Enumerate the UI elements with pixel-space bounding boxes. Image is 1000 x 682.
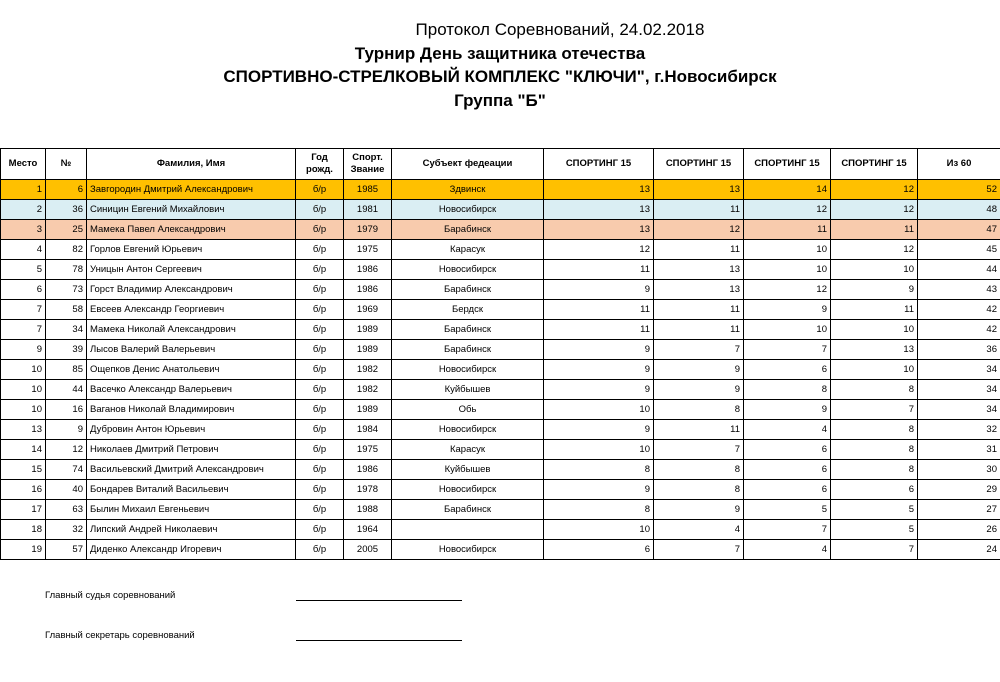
cell-number: 82 — [46, 240, 87, 260]
cell-total: 34 — [918, 380, 1000, 400]
cell-rank: 1981 — [344, 200, 392, 220]
cell-number: 57 — [46, 540, 87, 560]
cell-rank: 1978 — [344, 480, 392, 500]
cell-name: Горст Владимир Александрович — [87, 280, 296, 300]
cell-sporting-2: 7 — [654, 340, 744, 360]
cell-place: 10 — [1, 400, 46, 420]
cell-number: 73 — [46, 280, 87, 300]
table-row — [1, 260, 1000, 280]
cell-sporting-3: 10 — [744, 260, 831, 280]
cell-total: 34 — [918, 400, 1000, 420]
cell-rank: 1988 — [344, 500, 392, 520]
cell-sporting-4: 8 — [831, 460, 918, 480]
results-table — [0, 148, 1000, 560]
cell-sporting-3: 7 — [744, 520, 831, 540]
col-rank — [344, 149, 392, 180]
cell-sporting-4: 13 — [831, 340, 918, 360]
cell-total: 47 — [918, 220, 1000, 240]
cell-place: 10 — [1, 360, 46, 380]
cell-sporting-4: 8 — [831, 420, 918, 440]
cell-name: Мамека Николай Александрович — [87, 320, 296, 340]
col-sporting-3: СПОРТИНГ 15 — [744, 149, 831, 180]
cell-sporting-2: 13 — [654, 260, 744, 280]
col-rank-line1: Спорт. — [352, 152, 383, 163]
cell-year: б/р — [296, 460, 344, 480]
cell-number: 9 — [46, 420, 87, 440]
cell-year: б/р — [296, 240, 344, 260]
cell-place: 15 — [1, 460, 46, 480]
table-row — [1, 240, 1000, 260]
cell-number: 6 — [46, 180, 87, 200]
cell-rank: 1982 — [344, 360, 392, 380]
cell-sporting-4: 6 — [831, 480, 918, 500]
cell-sporting-1: 6 — [544, 540, 654, 560]
cell-region: Новосибирск — [392, 480, 544, 500]
cell-region: Обь — [392, 400, 544, 420]
cell-number: 74 — [46, 460, 87, 480]
cell-sporting-1: 13 — [544, 220, 654, 240]
cell-year: б/р — [296, 180, 344, 200]
cell-place: 3 — [1, 220, 46, 240]
cell-sporting-3: 4 — [744, 420, 831, 440]
cell-total: 36 — [918, 340, 1000, 360]
judge-signature-label: Главный судья соревнований — [45, 590, 176, 601]
cell-rank: 1986 — [344, 260, 392, 280]
cell-total: 52 — [918, 180, 1000, 200]
cell-sporting-1: 9 — [544, 380, 654, 400]
cell-region: Новосибирск — [392, 360, 544, 380]
cell-sporting-2: 11 — [654, 240, 744, 260]
cell-sporting-1: 8 — [544, 460, 654, 480]
table-row — [1, 340, 1000, 360]
table-row — [1, 540, 1000, 560]
cell-number: 36 — [46, 200, 87, 220]
cell-name: Бондарев Виталий Васильевич — [87, 480, 296, 500]
secretary-signature-line — [296, 640, 462, 641]
col-region: Субъект федеации — [392, 149, 544, 180]
cell-sporting-1: 11 — [544, 260, 654, 280]
cell-name: Диденко Александр Игоревич — [87, 540, 296, 560]
cell-region: Куйбышев — [392, 380, 544, 400]
cell-total: 42 — [918, 320, 1000, 340]
col-total: Из 60 — [918, 149, 1000, 180]
cell-sporting-4: 10 — [831, 360, 918, 380]
table-row — [1, 200, 1000, 220]
cell-sporting-2: 13 — [654, 180, 744, 200]
cell-year: б/р — [296, 420, 344, 440]
cell-region: Барабинск — [392, 320, 544, 340]
cell-sporting-3: 12 — [744, 200, 831, 220]
cell-sporting-4: 10 — [831, 260, 918, 280]
venue-title: СПОРТИВНО-СТРЕЛКОВЫЙ КОМПЛЕКС "КЛЮЧИ", г.Новосибирск — [223, 67, 777, 86]
cell-number: 85 — [46, 360, 87, 380]
table-row — [1, 320, 1000, 340]
cell-region: Бердск — [392, 300, 544, 320]
cell-rank: 1986 — [344, 460, 392, 480]
cell-place: 13 — [1, 420, 46, 440]
cell-sporting-1: 13 — [544, 180, 654, 200]
cell-sporting-1: 13 — [544, 200, 654, 220]
cell-sporting-2: 7 — [654, 540, 744, 560]
cell-sporting-1: 10 — [544, 440, 654, 460]
secretary-signature-label: Главный секретарь соревнований — [45, 630, 195, 641]
cell-place: 14 — [1, 440, 46, 460]
cell-name: Евсеев Александр Георгиевич — [87, 300, 296, 320]
cell-sporting-3: 14 — [744, 180, 831, 200]
tournament-title: Турнир День защитника отечества — [354, 43, 646, 63]
cell-place: 2 — [1, 200, 46, 220]
cell-total: 45 — [918, 240, 1000, 260]
cell-sporting-4: 11 — [831, 220, 918, 240]
cell-name: Васильевский Дмитрий Александрович — [87, 460, 296, 480]
cell-place: 6 — [1, 280, 46, 300]
cell-rank: 1964 — [344, 520, 392, 540]
document-header — [0, 18, 1000, 112]
cell-rank: 1989 — [344, 320, 392, 340]
cell-number: 34 — [46, 320, 87, 340]
cell-sporting-2: 13 — [654, 280, 744, 300]
cell-region: Барабинск — [392, 220, 544, 240]
cell-number: 25 — [46, 220, 87, 240]
cell-total: 43 — [918, 280, 1000, 300]
cell-total: 44 — [918, 260, 1000, 280]
cell-name: Дубровин Антон Юрьевич — [87, 420, 296, 440]
cell-name: Ощепков Денис Анатольевич — [87, 360, 296, 380]
table-row — [1, 380, 1000, 400]
cell-total: 42 — [918, 300, 1000, 320]
col-place: Место — [1, 149, 46, 180]
col-sporting-4: СПОРТИНГ 15 — [831, 149, 918, 180]
table-row — [1, 500, 1000, 520]
cell-year: б/р — [296, 520, 344, 540]
col-sporting-1: СПОРТИНГ 15 — [544, 149, 654, 180]
cell-total: 31 — [918, 440, 1000, 460]
cell-year: б/р — [296, 260, 344, 280]
cell-rank: 1985 — [344, 180, 392, 200]
col-sporting-2: СПОРТИНГ 15 — [654, 149, 744, 180]
table-row — [1, 280, 1000, 300]
cell-place: 7 — [1, 320, 46, 340]
judge-signature-line — [296, 600, 462, 601]
cell-sporting-1: 8 — [544, 500, 654, 520]
cell-place: 9 — [1, 340, 46, 360]
cell-sporting-2: 4 — [654, 520, 744, 540]
cell-name: Ваганов Николай Владимирович — [87, 400, 296, 420]
cell-rank: 1975 — [344, 240, 392, 260]
cell-sporting-3: 6 — [744, 360, 831, 380]
cell-sporting-2: 11 — [654, 320, 744, 340]
cell-sporting-3: 12 — [744, 280, 831, 300]
cell-year: б/р — [296, 300, 344, 320]
cell-sporting-1: 12 — [544, 240, 654, 260]
cell-sporting-1: 9 — [544, 360, 654, 380]
cell-year: б/р — [296, 220, 344, 240]
cell-name: Былин Михаил Евгеньевич — [87, 500, 296, 520]
cell-sporting-4: 7 — [831, 400, 918, 420]
cell-year: б/р — [296, 280, 344, 300]
table-row — [1, 360, 1000, 380]
cell-year: б/р — [296, 540, 344, 560]
cell-region — [392, 520, 544, 540]
cell-name: Уницын Антон Сергеевич — [87, 260, 296, 280]
cell-sporting-2: 9 — [654, 380, 744, 400]
col-year — [296, 149, 344, 180]
cell-number: 32 — [46, 520, 87, 540]
cell-sporting-2: 11 — [654, 300, 744, 320]
cell-sporting-3: 11 — [744, 220, 831, 240]
cell-sporting-3: 7 — [744, 340, 831, 360]
cell-year: б/р — [296, 200, 344, 220]
cell-sporting-3: 10 — [744, 320, 831, 340]
cell-name: Мамека Павел Александрович — [87, 220, 296, 240]
cell-total: 24 — [918, 540, 1000, 560]
cell-year: б/р — [296, 340, 344, 360]
table-row — [1, 520, 1000, 540]
cell-place: 18 — [1, 520, 46, 540]
cell-place: 5 — [1, 260, 46, 280]
cell-year: б/р — [296, 440, 344, 460]
cell-year: б/р — [296, 380, 344, 400]
cell-sporting-1: 10 — [544, 520, 654, 540]
cell-rank: 1969 — [344, 300, 392, 320]
cell-sporting-4: 7 — [831, 540, 918, 560]
cell-region: Барабинск — [392, 280, 544, 300]
cell-place: 16 — [1, 480, 46, 500]
cell-total: 48 — [918, 200, 1000, 220]
cell-region: Карасук — [392, 440, 544, 460]
cell-region: Новосибирск — [392, 260, 544, 280]
table-row — [1, 440, 1000, 460]
col-number: № — [46, 149, 87, 180]
cell-year: б/р — [296, 480, 344, 500]
cell-number: 40 — [46, 480, 87, 500]
table-row — [1, 420, 1000, 440]
cell-sporting-4: 11 — [831, 300, 918, 320]
table-row — [1, 300, 1000, 320]
cell-year: б/р — [296, 500, 344, 520]
table-row — [1, 460, 1000, 480]
cell-sporting-4: 5 — [831, 520, 918, 540]
cell-region: Куйбышев — [392, 460, 544, 480]
table-row — [1, 480, 1000, 500]
cell-sporting-1: 11 — [544, 300, 654, 320]
table-header-row — [1, 149, 1000, 180]
col-year-line2: рожд. — [306, 164, 333, 175]
group-title: Группа "Б" — [454, 90, 546, 110]
col-year-line1: Год — [311, 152, 328, 163]
protocol-title: Протокол Соревнований, 24.02.2018 — [415, 20, 705, 39]
cell-sporting-1: 9 — [544, 340, 654, 360]
cell-number: 78 — [46, 260, 87, 280]
cell-sporting-2: 9 — [654, 500, 744, 520]
table-row — [1, 220, 1000, 240]
cell-region: Новосибирск — [392, 420, 544, 440]
cell-number: 12 — [46, 440, 87, 460]
cell-region: Барабинск — [392, 500, 544, 520]
cell-total: 26 — [918, 520, 1000, 540]
cell-sporting-2: 11 — [654, 420, 744, 440]
cell-rank: 2005 — [344, 540, 392, 560]
cell-sporting-4: 9 — [831, 280, 918, 300]
cell-sporting-2: 8 — [654, 400, 744, 420]
cell-sporting-3: 6 — [744, 460, 831, 480]
cell-number: 44 — [46, 380, 87, 400]
cell-rank: 1979 — [344, 220, 392, 240]
cell-name: Васечко Александр Валерьевич — [87, 380, 296, 400]
cell-number: 63 — [46, 500, 87, 520]
cell-sporting-1: 9 — [544, 480, 654, 500]
cell-sporting-3: 5 — [744, 500, 831, 520]
cell-sporting-4: 10 — [831, 320, 918, 340]
cell-sporting-4: 12 — [831, 240, 918, 260]
cell-year: б/р — [296, 400, 344, 420]
cell-total: 29 — [918, 480, 1000, 500]
cell-sporting-2: 8 — [654, 480, 744, 500]
cell-sporting-1: 10 — [544, 400, 654, 420]
col-name: Фамилия, Имя — [87, 149, 296, 180]
table-row — [1, 400, 1000, 420]
cell-name: Николаев Дмитрий Петрович — [87, 440, 296, 460]
cell-region: Барабинск — [392, 340, 544, 360]
cell-name: Завгородин Дмитрий Александрович — [87, 180, 296, 200]
cell-name: Лысов Валерий Валерьевич — [87, 340, 296, 360]
table-row — [1, 180, 1000, 200]
cell-rank: 1986 — [344, 280, 392, 300]
cell-sporting-3: 6 — [744, 480, 831, 500]
cell-total: 34 — [918, 360, 1000, 380]
cell-total: 27 — [918, 500, 1000, 520]
cell-place: 7 — [1, 300, 46, 320]
cell-place: 4 — [1, 240, 46, 260]
cell-name: Горлов Евгений Юрьевич — [87, 240, 296, 260]
col-rank-line2: Звание — [350, 164, 385, 175]
cell-sporting-2: 7 — [654, 440, 744, 460]
cell-number: 16 — [46, 400, 87, 420]
cell-sporting-1: 9 — [544, 420, 654, 440]
cell-sporting-3: 8 — [744, 380, 831, 400]
cell-sporting-1: 11 — [544, 320, 654, 340]
cell-sporting-2: 12 — [654, 220, 744, 240]
cell-sporting-4: 8 — [831, 440, 918, 460]
cell-rank: 1975 — [344, 440, 392, 460]
cell-region: Новосибирск — [392, 200, 544, 220]
cell-region: Карасук — [392, 240, 544, 260]
cell-total: 30 — [918, 460, 1000, 480]
cell-place: 19 — [1, 540, 46, 560]
cell-number: 58 — [46, 300, 87, 320]
cell-sporting-2: 8 — [654, 460, 744, 480]
cell-rank: 1989 — [344, 400, 392, 420]
cell-sporting-3: 10 — [744, 240, 831, 260]
cell-place: 10 — [1, 380, 46, 400]
cell-place: 1 — [1, 180, 46, 200]
cell-place: 17 — [1, 500, 46, 520]
cell-sporting-2: 9 — [654, 360, 744, 380]
cell-rank: 1989 — [344, 340, 392, 360]
cell-year: б/р — [296, 320, 344, 340]
cell-sporting-1: 9 — [544, 280, 654, 300]
cell-region: Новосибирск — [392, 540, 544, 560]
cell-sporting-4: 12 — [831, 180, 918, 200]
cell-name: Синицин Евгений Михайлович — [87, 200, 296, 220]
cell-sporting-2: 11 — [654, 200, 744, 220]
cell-name: Липский Андрей Николаевич — [87, 520, 296, 540]
cell-sporting-3: 9 — [744, 400, 831, 420]
cell-sporting-4: 8 — [831, 380, 918, 400]
cell-year: б/р — [296, 360, 344, 380]
cell-rank: 1984 — [344, 420, 392, 440]
cell-sporting-3: 6 — [744, 440, 831, 460]
cell-rank: 1982 — [344, 380, 392, 400]
cell-sporting-3: 9 — [744, 300, 831, 320]
cell-total: 32 — [918, 420, 1000, 440]
cell-region: Здвинск — [392, 180, 544, 200]
cell-sporting-4: 12 — [831, 200, 918, 220]
cell-number: 39 — [46, 340, 87, 360]
cell-sporting-4: 5 — [831, 500, 918, 520]
cell-sporting-3: 4 — [744, 540, 831, 560]
